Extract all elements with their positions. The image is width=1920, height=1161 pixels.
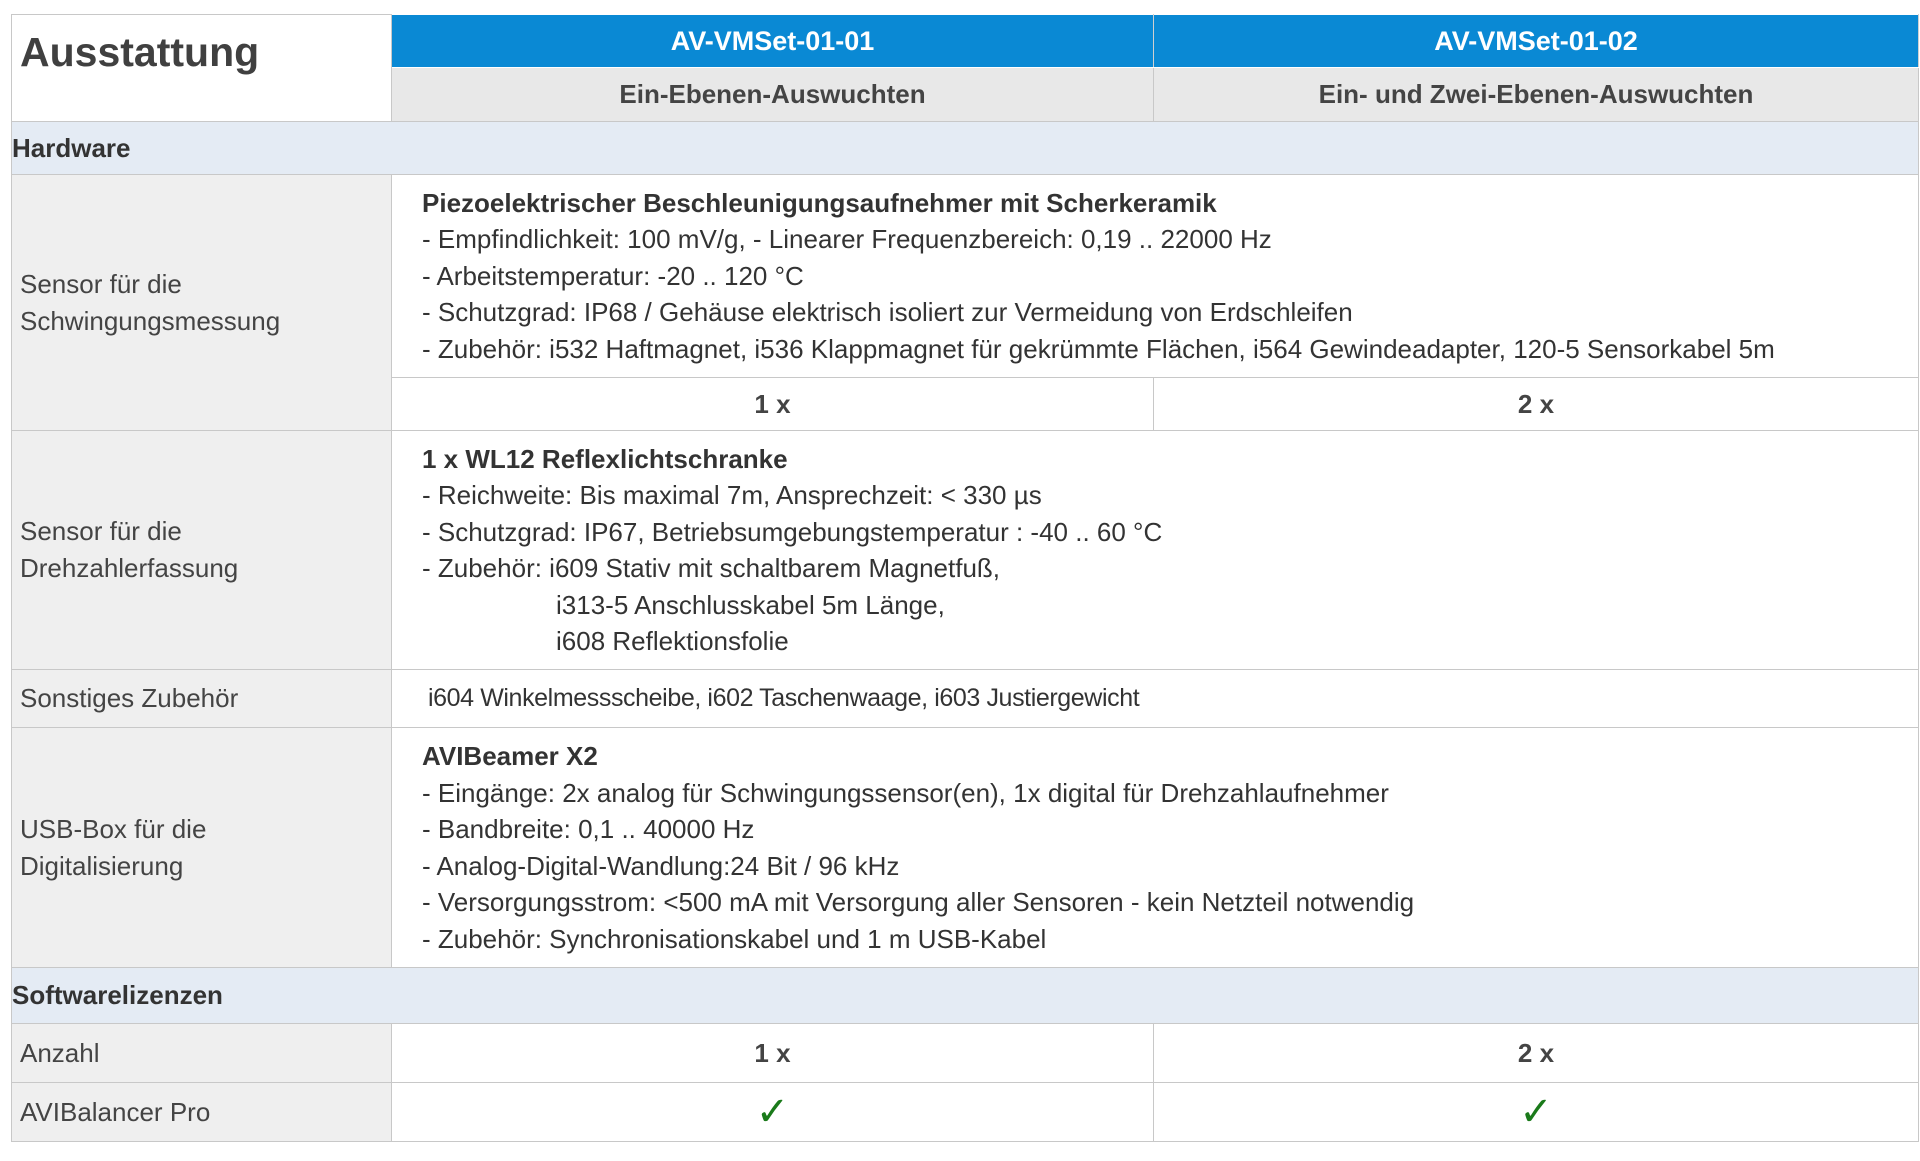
label-line: Drehzahlerfassung — [20, 553, 239, 583]
label-line: USB-Box für die — [20, 813, 207, 844]
description-title: Piezoelektrischer Beschleunigungsaufnehmer mit Scherkeramik — [422, 187, 1217, 218]
description-line: - Versorgungsstrom: <500 mA mit Versorgung aller Sensoren - kein Netzteil notwendig — [422, 887, 1415, 917]
description-line: - Zubehör: Synchronisationskabel und 1 m USB-Kabel — [422, 923, 1047, 954]
quantity-a: 1 x — [392, 378, 1154, 431]
checkmark-icon: ✓ — [1519, 1089, 1553, 1135]
row-label-vibration-sensor — [12, 175, 392, 431]
license-quantity-b: 2 x — [1154, 1024, 1919, 1083]
row-label-usb-box — [12, 728, 392, 968]
section-row-hardware — [12, 122, 1919, 175]
description-line: - Schutzgrad: IP67, Betriebsumgebungstemperatur : -40 .. 60 °C — [422, 516, 1163, 547]
model-name-b: AV-VMSet-01-02 — [1154, 15, 1919, 68]
description-line: i313-5 Anschlusskabel 5m Länge, — [556, 589, 945, 620]
description-title: AVIBeamer X2 — [422, 741, 598, 771]
table-title: Ausstattung — [12, 15, 392, 122]
balancer-included-a — [392, 1083, 1154, 1142]
table-row-speed-sensor — [12, 431, 1919, 670]
vibration-sensor-description — [392, 175, 1919, 378]
table-row-balancer — [12, 1083, 1919, 1142]
description-line: - Eingänge: 2x analog für Schwingungssensor(en), 1x digital für Drehzahlaufnehmer — [422, 777, 1389, 808]
label-line: Sensor für die — [20, 268, 182, 299]
section-row-software — [12, 968, 1919, 1024]
quantity-b: 2 x — [1154, 378, 1919, 431]
accessories-text: i604 Winkelmessscheibe, i602 Taschenwaage, i603 Justiergewicht — [392, 670, 1919, 728]
license-quantity-a: 1 x — [392, 1024, 1154, 1083]
description-line: - Bandbreite: 0,1 .. 40000 Hz — [422, 814, 755, 844]
variant-name-a: Ein-Ebenen-Auswuchten — [392, 68, 1154, 122]
table-row-usb-box — [12, 728, 1919, 968]
description-line: - Arbeitstemperatur: -20 .. 120 °C — [422, 260, 804, 291]
label-line: Schwingungsmessung — [20, 305, 281, 336]
description-line: - Schutzgrad: IP68 / Gehäuse elektrisch isoliert zur Vermeidung von Erdschleifen — [422, 297, 1353, 328]
variant-name-b: Ein- und Zwei-Ebenen-Auswuchten — [1154, 68, 1919, 122]
model-header-row — [12, 15, 1919, 68]
table-row-license-count — [12, 1024, 1919, 1083]
row-label-license-count: Anzahl — [12, 1024, 392, 1083]
table-row-accessories — [12, 670, 1919, 728]
checkmark-icon: ✓ — [755, 1089, 790, 1135]
label-line: Sensor für die — [20, 516, 182, 546]
section-title-software: Softwarelizenzen — [12, 968, 1919, 1024]
description-line: i608 Reflektionsfolie — [556, 626, 789, 656]
label-line: Digitalisierung — [20, 850, 184, 881]
usb-box-description — [392, 728, 1919, 968]
description-title: 1 x WL12 Reflexlichtschranke — [422, 443, 788, 474]
section-title-hardware: Hardware — [12, 122, 1919, 175]
description-line: - Zubehör: i609 Stativ mit schaltbarem Magnetfuß, — [422, 553, 1001, 583]
equipment-table — [11, 14, 1919, 1142]
description-line: - Zubehör: i532 Haftmagnet, i536 Klappmagnet für gekrümmte Flächen, i564 Gewindeadapter, 120-5 Sensorkabel 5m — [422, 333, 1775, 364]
table-row-vibration-sensor — [12, 175, 1919, 378]
description-line: - Empfindlichkeit: 100 mV/g, - Linearer Frequenzbereich: 0,19 .. 22000 Hz — [422, 224, 1272, 255]
description-line: - Reichweite: Bis maximal 7m, Ansprechzeit: < 330 µs — [422, 480, 1042, 510]
model-name-a: AV-VMSet-01-01 — [392, 15, 1154, 68]
row-label-balancer: AVIBalancer Pro — [12, 1083, 392, 1142]
balancer-included-b — [1154, 1083, 1919, 1142]
description-line: - Analog-Digital-Wandlung:24 Bit / 96 kHz — [422, 850, 900, 881]
speed-sensor-description — [392, 431, 1919, 670]
row-label-accessories: Sonstiges Zubehör — [12, 670, 392, 728]
row-label-speed-sensor — [12, 431, 392, 670]
